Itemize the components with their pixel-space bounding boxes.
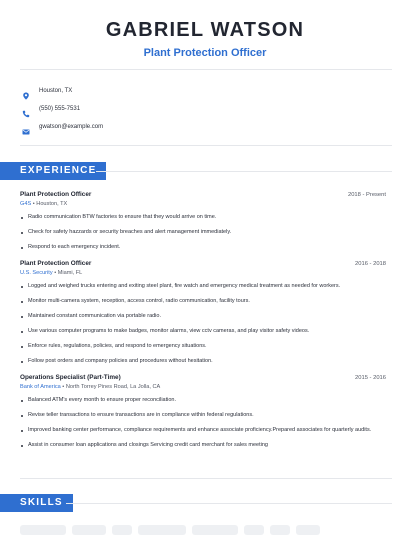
job-company: G4S • Houston, TX xyxy=(20,201,68,207)
contact-list xyxy=(22,82,103,136)
job-dates: 2016 - 2018 xyxy=(355,261,386,267)
contact-location xyxy=(22,82,103,100)
job-company: U.S. Security • Miami, FL xyxy=(20,270,83,276)
skills-heading-line xyxy=(66,503,392,504)
phone-icon xyxy=(22,105,30,113)
company-name: U.S. Security xyxy=(20,270,53,276)
skill-tag xyxy=(20,525,66,535)
list-item: Balanced ATM's every month to ensure proper reconciliation. xyxy=(20,397,386,404)
list-item: Maintained constant communication via portable radio. xyxy=(20,313,386,320)
job-bullets xyxy=(20,283,386,365)
list-item: Use various computer programs to make badges, monitor alarms, view cctv cameras, and play visitor safety videos. xyxy=(20,328,386,335)
skill-tag xyxy=(296,525,320,535)
job-bullets xyxy=(20,397,386,449)
contact-location-text: Houston, TX xyxy=(39,88,73,94)
job-title: Plant Protection Officer xyxy=(20,260,92,267)
list-item: Radio communication BTW factories to ensure that they would arrive on time. xyxy=(20,214,386,221)
experience-heading: EXPERIENCE xyxy=(0,162,106,180)
list-item: Logged and weighed trucks entering and exiting steel plant, fire watch and emergency medical treatment as needed for workers. xyxy=(20,283,386,290)
skills-list xyxy=(20,525,320,535)
list-item: Revise teller transactions to ensure transactions are in compliance within federal regulations. xyxy=(20,412,386,419)
skill-tag xyxy=(112,525,132,535)
company-location: Miami, FL xyxy=(57,270,83,276)
resume-header xyxy=(0,0,410,59)
candidate-name: GABRIEL WATSON xyxy=(105,19,305,41)
job-dates: 2015 - 2016 xyxy=(355,375,386,381)
list-item: Check for safety hazzards or security breaches and alert management immediately. xyxy=(20,229,386,236)
company-name: Bank of America xyxy=(20,384,61,390)
job-entry xyxy=(20,260,386,373)
contact-email-text[interactable]: gwatson@example.com xyxy=(39,124,104,130)
company-location: Houston, TX xyxy=(36,201,68,207)
company-name: G4S xyxy=(20,201,32,207)
company-location: North Torrey Pines Road, La Jolla, CA xyxy=(65,384,161,390)
skill-tag xyxy=(270,525,290,535)
experience-divider xyxy=(20,478,392,479)
header-divider xyxy=(20,69,392,70)
list-item: Monitor multi-camera system, reception, access control, radio communication, facility tours. xyxy=(20,298,386,305)
contact-email[interactable] xyxy=(22,118,103,136)
contact-phone-text: (550) 555-7531 xyxy=(39,106,81,112)
skill-tag xyxy=(244,525,264,535)
location-pin-icon xyxy=(22,87,30,95)
job-company: Bank of America • North Torrey Pines Road, La Jolla, CA xyxy=(20,384,161,390)
job-bullets xyxy=(20,214,386,251)
job-title: Plant Protection Officer xyxy=(20,191,92,198)
email-icon xyxy=(22,123,30,131)
skill-tag xyxy=(138,525,186,535)
experience-heading-line xyxy=(96,171,392,172)
skill-tag xyxy=(72,525,106,535)
list-item: Respond to each emergency incident. xyxy=(20,244,386,251)
skill-tag xyxy=(192,525,238,535)
list-item: Enforce rules, regulations, policies, and respond to emergency situations. xyxy=(20,343,386,350)
job-entry xyxy=(20,191,386,259)
list-item: Improved banking center performance, compliance requirements and enhance associate proficiency.Prepared associates for quarterly audits. xyxy=(20,427,386,434)
job-title: Operations Specialist (Part-Time) xyxy=(20,374,121,381)
job-entry xyxy=(20,374,386,457)
contact-divider xyxy=(20,145,392,146)
list-item: Follow post orders and company policies and procedures without hesitation. xyxy=(20,358,386,365)
job-dates: 2018 - Present xyxy=(347,192,386,198)
candidate-title: Plant Protection Officer xyxy=(143,47,267,59)
contact-phone xyxy=(22,100,103,118)
list-item: Assist in consumer loan applications and closings Servicing credit card merchant for sales meeting xyxy=(20,442,386,449)
skills-heading: SKILLS xyxy=(0,494,73,512)
